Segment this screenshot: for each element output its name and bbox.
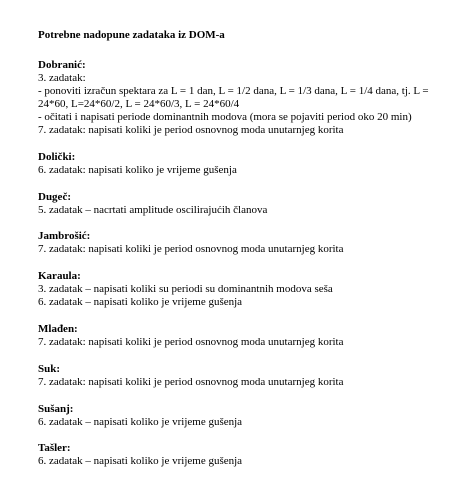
student-name: Mlađen: (38, 322, 78, 335)
student-name: Sušanj: (38, 402, 74, 415)
student-section (38, 270, 458, 309)
task-note-line: 6. zadatak – napisati koliko je vrijeme gušenja (38, 415, 243, 428)
task-note-line: 7. zadatak: napisati koliki je period osnovnog moda unutarnjeg korita (38, 375, 344, 388)
task-note-line: - očitati i napisati periode dominantnih modova (mora se pojaviti period oko 20 min) (38, 111, 412, 123)
student-section (38, 363, 458, 389)
sections-list (38, 59, 458, 468)
student-name: Dugeč: (38, 190, 71, 203)
task-note-line: 6. zadatak – napisati koliko je vrijeme gušenja (38, 455, 243, 468)
task-note-line: 3. zadatak – napisati koliki su periodi su dominantnih modova seša (38, 283, 333, 296)
student-name: Dobranić: (38, 59, 86, 71)
student-section (38, 59, 458, 137)
task-note-line: 7. zadatak: napisati koliki je period osnovnog moda unutarnjeg korita (38, 335, 344, 348)
student-name: Tašler: (38, 442, 71, 455)
task-note-line: 6. zadatak – napisati koliko je vrijeme gušenja (38, 296, 243, 309)
student-name: Suk: (38, 362, 61, 375)
task-note-line: 7. zadatak: napisati koliki je period osnovnog moda unutarnjeg korita (38, 243, 344, 256)
document-page (38, 29, 458, 482)
student-name: Jambrošić: (38, 230, 91, 243)
task-note-line: 3. zadatak: (38, 72, 86, 84)
student-name: Dolički: (38, 150, 76, 163)
student-section (38, 323, 458, 349)
student-section (38, 442, 458, 468)
task-note-line: 7. zadatak: napisati koliki je period osnovnog moda unutarnjeg korita (38, 124, 344, 136)
task-note-line: 5. zadatak – nacrtati amplitude oscilirajućih članova (38, 203, 268, 216)
student-section (38, 191, 458, 217)
student-section (38, 151, 458, 177)
task-note-line: 6. zadatak: napisati koliko je vrijeme gušenja (38, 163, 237, 176)
document-title: Potrebne nadopune zadataka iz DOM-a (38, 29, 225, 41)
task-note-line: - ponoviti izračun spektara za L = 1 dan, L = 1/2 dana, L = 1/3 dana, L = 1/4 dana, tj. L = 24*60, L=24*60/2, L = 24*60/3, L = 24*60/4 (38, 85, 432, 110)
student-section (38, 403, 458, 429)
student-name: Karaula: (38, 270, 81, 283)
student-section (38, 230, 458, 256)
